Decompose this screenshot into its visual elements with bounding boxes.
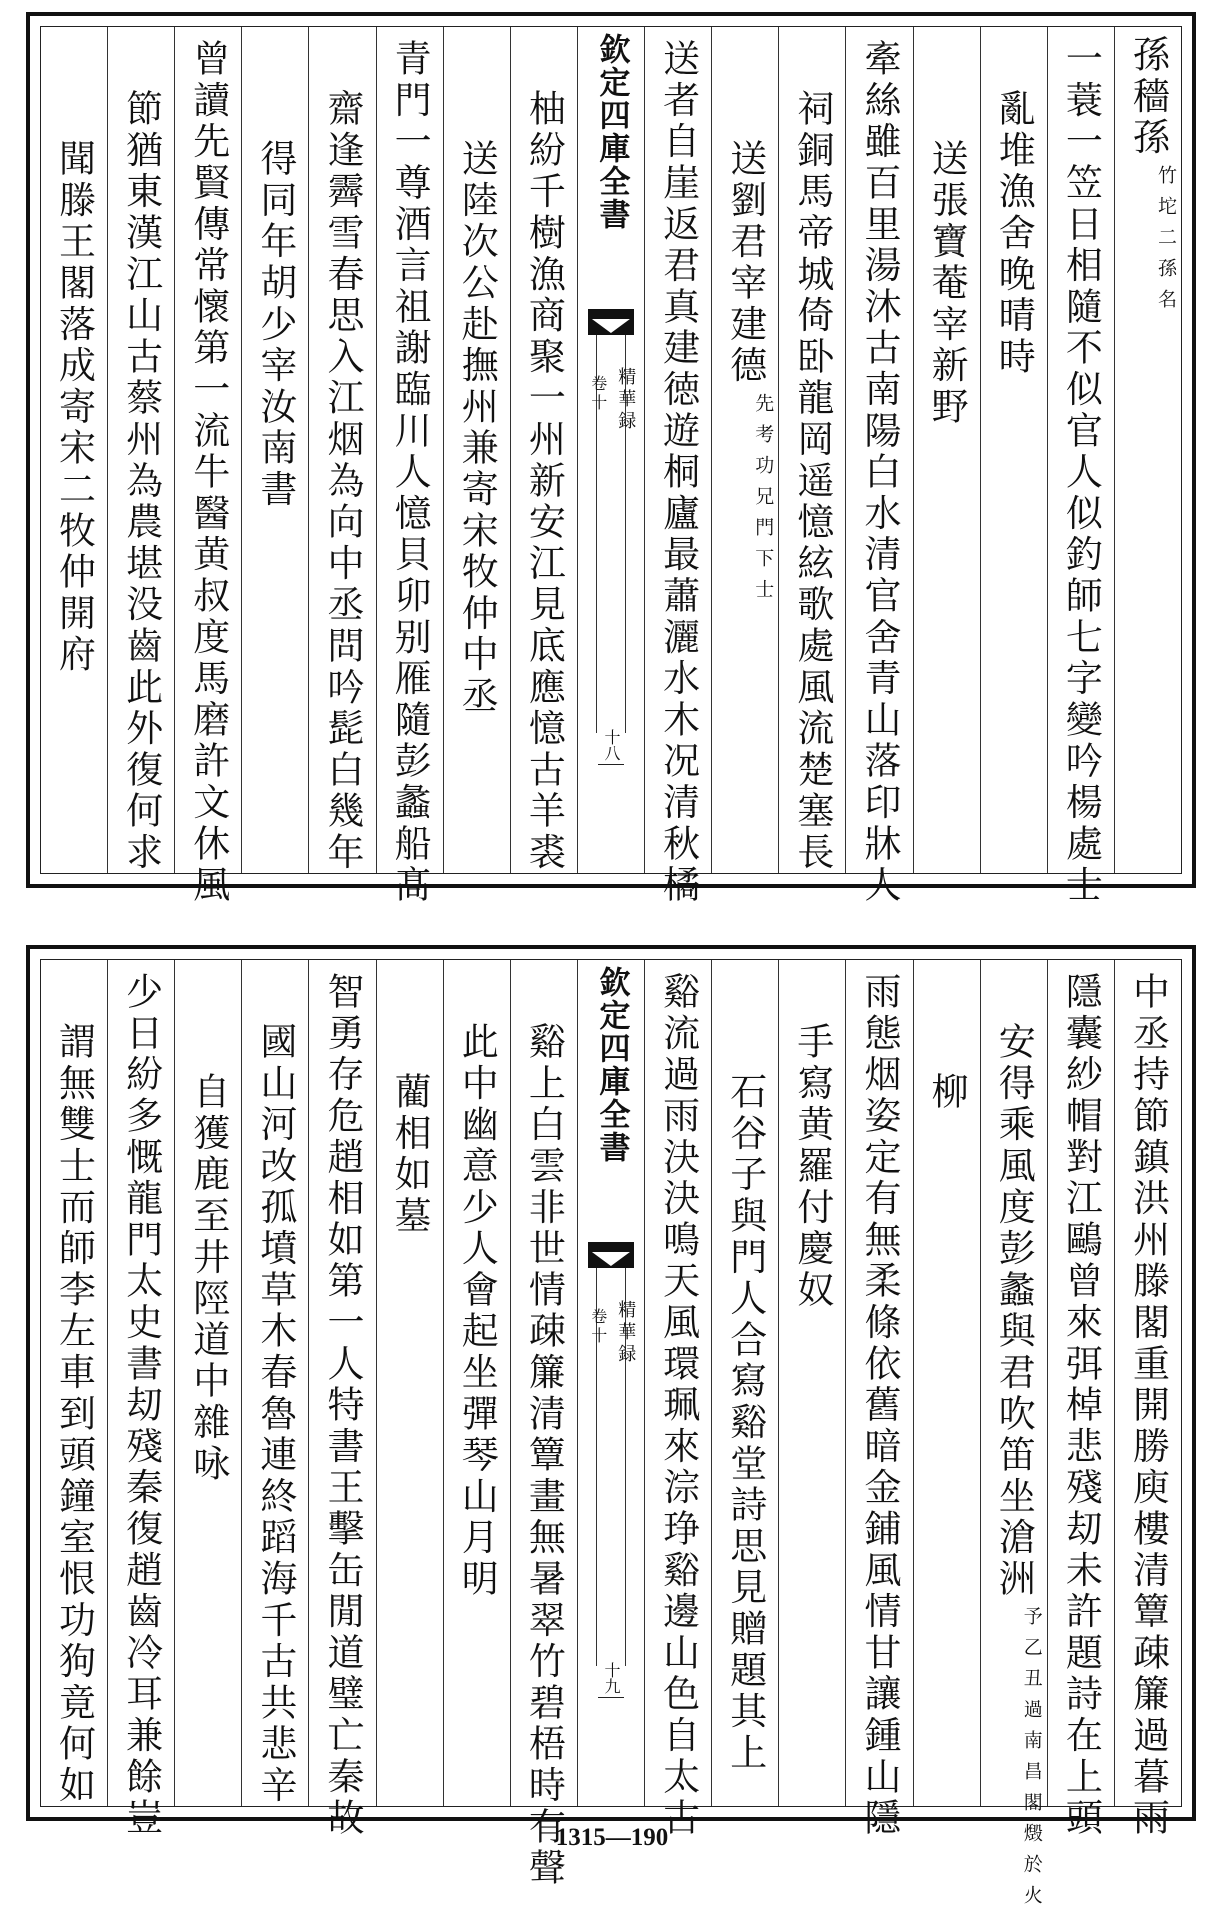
text-line: 曾讀先賢傳常懷第一流牛醫黄叔度馬磨許文休風 — [186, 39, 230, 907]
bottom-column-7 — [711, 960, 778, 1806]
book-title: 欽定四庫全書 — [593, 33, 630, 231]
bottom-column-17 — [41, 960, 107, 1806]
bottom-column-10 — [510, 960, 577, 1890]
bottom-column-4 — [913, 960, 980, 1806]
text-line: 柳 — [925, 1072, 969, 1114]
text-line: 石谷子與門人合寫谿堂詩思見贈題其上 — [723, 1072, 767, 1775]
text-line: 雨態烟姿定有無柔條依舊暗金鋪風情甘讓鍾山隱 — [857, 972, 901, 1840]
top-column-15 — [174, 27, 241, 907]
bottom-column-14 — [241, 960, 308, 1806]
text-line: 聞滕王閣落成寄宋二牧仲開府 — [52, 139, 96, 676]
text-line: 谿上白雲非世情疎簾清簟畫無暑翠竹碧梧時有聲 — [522, 1022, 566, 1890]
top-column-6 — [778, 27, 845, 873]
bottom-column-3 — [980, 960, 1047, 1916]
folio-number: 十八 — [601, 729, 621, 761]
text-line: 一蓑一笠日相隨不似官人似釣師七字變吟楊處士 — [1059, 39, 1103, 907]
top-column-7 — [711, 27, 778, 873]
folio-number: 十九 — [601, 1662, 621, 1694]
text-line: 柚紛千樹漁商聚一州新安江見底應憶古羊裘 — [522, 89, 566, 874]
bottom-column-2 — [1047, 960, 1114, 1840]
fishtail-mark — [588, 309, 634, 335]
text-line: 藺相如墓 — [388, 1072, 432, 1238]
top-column-2 — [1047, 27, 1114, 907]
bottom-column-6 — [778, 960, 845, 1806]
text-line: 牽絲雖百里湯沐古南陽白水清官舍青山落印牀人 — [857, 39, 901, 907]
bottom-column-15 — [174, 960, 241, 1806]
top-column-8 — [644, 27, 711, 907]
top-columns — [41, 27, 1181, 907]
top-column-4 — [913, 27, 980, 873]
text-line: 祠銅馬帝城倚卧龍岡遥憶絃歌處風流楚塞長 — [790, 89, 834, 874]
bottom-column-12 — [376, 960, 443, 1806]
text-line: 智勇存危趙相如第一人特書王擊缶閒道璧亡秦故 — [320, 972, 364, 1840]
top-column-1 — [1114, 27, 1181, 873]
top-column-14 — [241, 27, 308, 873]
annotation: 予乙丑過南昌閣燬於火 — [1020, 1606, 1043, 1916]
volume-label: 卷十 — [588, 375, 608, 413]
bottom-column-1 — [1114, 960, 1181, 1840]
annotation: 先考功兄門下士 — [752, 392, 775, 610]
collection-title: 精華録 — [615, 367, 637, 433]
section-title: 孫穡孫 — [1126, 35, 1170, 159]
text-line: 此中幽意少人會起坐彈琴山月明 — [455, 1022, 499, 1601]
fishtail-mark — [588, 1242, 634, 1268]
top-column-16 — [107, 27, 174, 873]
bottom-column-9 — [577, 960, 644, 1806]
top-column-9 — [577, 27, 644, 873]
top-column-3 — [980, 27, 1047, 873]
text-line: 送張寶菴宰新野 — [925, 139, 969, 429]
text-line: 自獲鹿至井陘道中雜咏 — [186, 1072, 230, 1485]
center-base-rule — [598, 764, 624, 765]
top-column-13 — [308, 27, 375, 873]
page-number: 1315—190 — [555, 1824, 669, 1851]
text-line: 送劉君宰建德 — [723, 139, 767, 387]
top-page — [26, 12, 1196, 907]
text-line: 得同年胡少宰汝南書 — [253, 139, 297, 511]
text-line: 謂無雙士而師李左車到頭鐘室恨功狗竟何如 — [52, 1022, 96, 1807]
top-page-frame — [40, 26, 1182, 907]
center-base-rule — [598, 1697, 624, 1698]
text-line: 中丞持節鎮洪州滕閣重開勝庾樓清簟疎簾過暮雨 — [1126, 972, 1170, 1840]
bottom-column-13 — [308, 960, 375, 1840]
text-line: 齋逢霽雪春思入江烟為向中丞問吟髭白幾年 — [320, 89, 364, 874]
book-title: 欽定四庫全書 — [593, 966, 630, 1164]
annotation: 竹坨二孫名 — [1155, 164, 1177, 320]
text-line: 安得乘風度彭蠡與君吹笛坐滄洲 — [992, 1022, 1036, 1601]
top-column-17 — [41, 27, 107, 873]
text-line: 送者自崖返君真建徳遊桐廬最蕭灑水木况清秋橘 — [656, 39, 700, 907]
text-line: 隱囊紗帽對江鷗曾來弭棹悲殘刧未許題詩在上頭 — [1059, 972, 1103, 1840]
top-column-10 — [510, 27, 577, 873]
text-line: 青門一尊酒言祖謝臨川人憶貝卯别雁隨彭蠡船髙 — [388, 39, 432, 907]
text-line: 節猶東漢江山古蔡州為農堪没齒此外復何求 — [119, 89, 163, 874]
bottom-column-11 — [443, 960, 510, 1806]
bottom-column-5 — [845, 960, 912, 1840]
top-column-12 — [376, 27, 443, 907]
text-line: 少日紛多慨龍門太史書刧殘秦復趙齒冷耳兼餘豈 — [119, 972, 163, 1840]
text-line: 國山河改孤墳草木春魯連終蹈海千古共悲辛 — [253, 1022, 297, 1807]
text-line: 亂堆漁舍晚晴時 — [992, 89, 1036, 379]
text-line: 谿流過雨決決鳴天風環珮來淙琤谿邊山色自太古 — [656, 972, 700, 1840]
top-column-11 — [443, 27, 510, 873]
text-line: 手寫黄羅付慶奴 — [790, 1022, 834, 1312]
collection-title: 精華録 — [615, 1300, 637, 1366]
volume-label: 卷十 — [588, 1308, 608, 1346]
bottom-column-16 — [107, 960, 174, 1840]
bottom-column-8 — [644, 960, 711, 1840]
text-line: 送陸次公赴撫州兼寄宋牧仲中丞 — [455, 139, 499, 718]
top-column-5 — [845, 27, 912, 907]
